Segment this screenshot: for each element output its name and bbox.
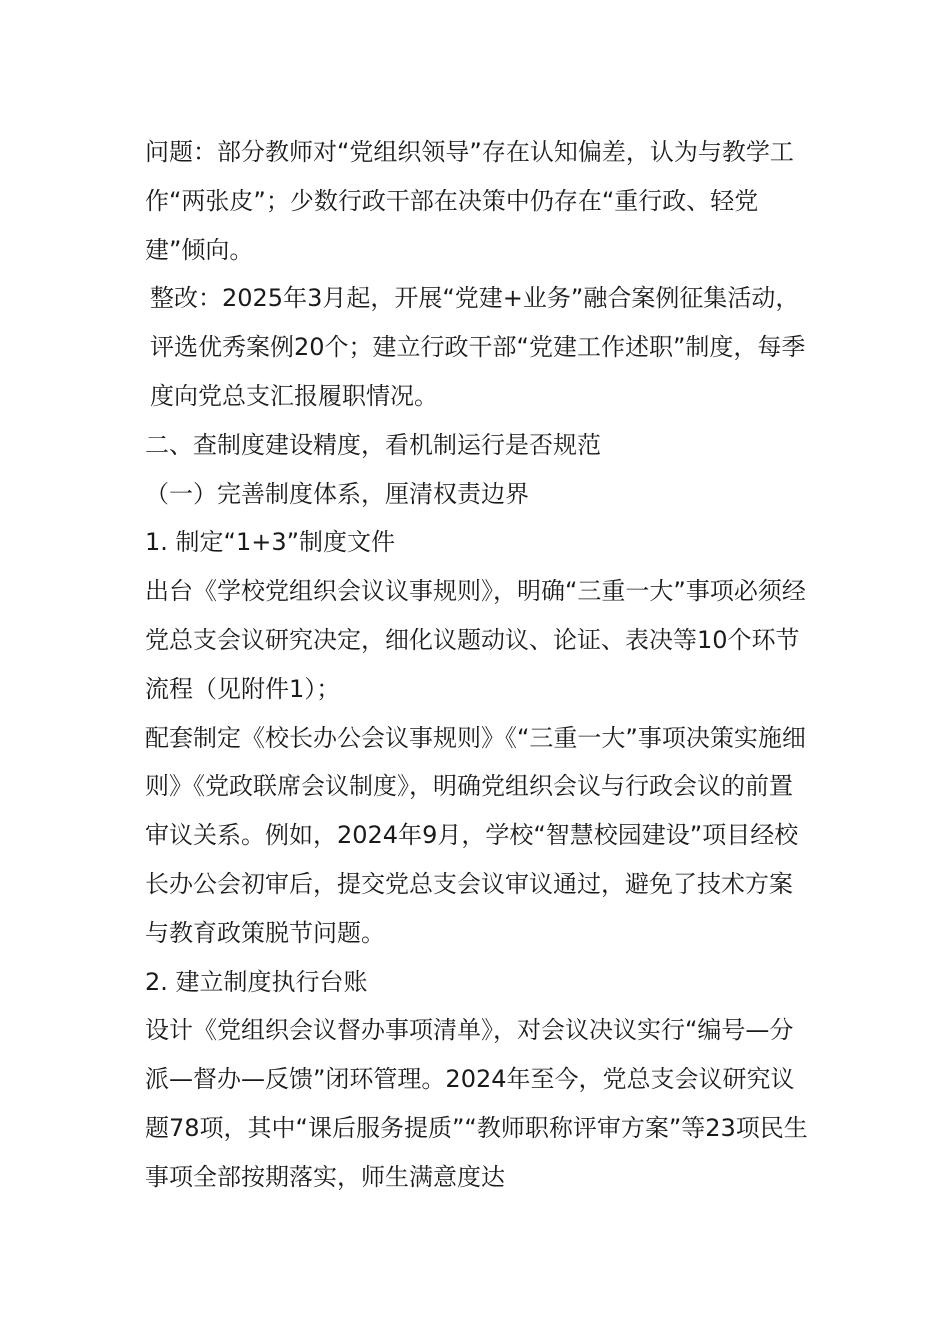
paragraph-problem: 问题：部分教师对“党组织领导”存在认知偏差，认为与教学工作“两张皮”；少数行政干部在决策中仍存在“重行政、轻党建”倾向。 bbox=[145, 138, 794, 264]
document-body bbox=[145, 128, 810, 1202]
paragraph-rectification: 整改：2025年3月起，开展“党建+业务”融合案例征集活动，评选优秀案例20个；建立行政干部“党建工作述职”制度，每季度向党总支汇报履职情况。 bbox=[150, 284, 806, 410]
item-heading-2: 2. 建立制度执行台账 bbox=[145, 967, 368, 996]
paragraph-supporting-rules: 配套制定《校长办公会议事规则》《“三重一大”事项决策实施细则》《党政联席会议制度》，明确党组织会议与行政会议的前置审议关系。例如，2024年9月，学校“智慧校园建设”项目经校长办公会初审后，提交党总支会议审议通过，避免了技术方案与教育政策脱节问题。 bbox=[145, 723, 806, 947]
paragraph-ledger: 设计《党组织会议督办事项清单》，对会议决议实行“编号—分派—督办—反馈”闭环管理。2024年至今，党总支会议研究议题78项，其中“课后服务提质”“教师职称评审方案”等23项民生事项全部按期落实，师生满意度达 bbox=[145, 1016, 808, 1191]
section-heading-2: 二、查制度建设精度，看机制运行是否规范 bbox=[145, 430, 601, 459]
subsection-heading-1: （一）完善制度体系，厘清权责边界 bbox=[145, 479, 529, 508]
item-heading-1: 1. 制定“1+3”制度文件 bbox=[145, 528, 396, 557]
paragraph-rules: 出台《学校党组织会议议事规则》，明确“三重一大”事项必须经党总支会议研究决定，细化议题动议、论证、表决等10个环节流程（见附件1）； bbox=[145, 577, 806, 703]
